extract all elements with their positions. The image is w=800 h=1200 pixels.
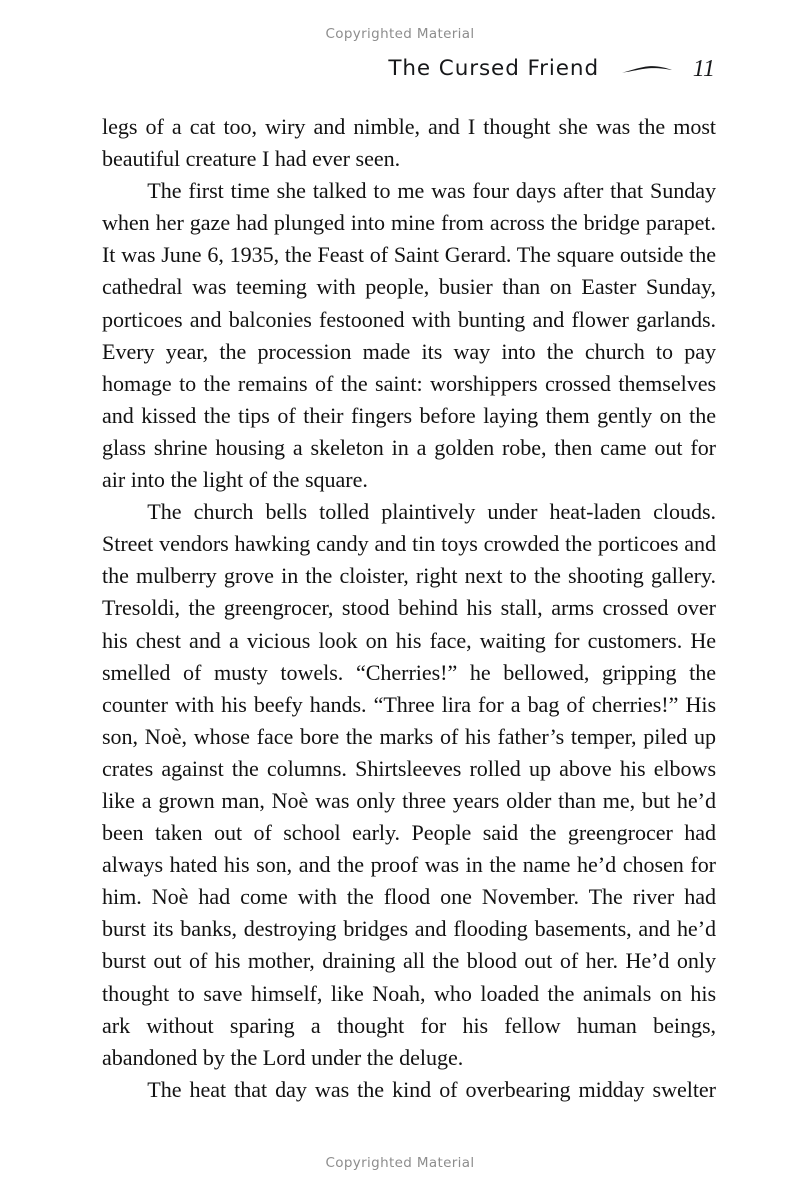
flourish-dash-ornament: [621, 63, 673, 77]
copyright-watermark-bottom: Copyrighted Material: [325, 1155, 475, 1171]
copyright-watermark-top: Copyrighted Material: [325, 26, 475, 42]
paragraph-first-time: The first time she talked to me was four days after that Sunday when her gaze had plunged into mine from across the bridge parapet. It was June 6, 1935, the Feast of Saint Gerard. The square outside the cathedral was teeming with people, busier than on Easter Sunday, porticoes and balconies festooned with bunting and flower garlands. Every year, the procession made its way into the church to pay homage to the remains of the saint: worshippers crossed themselves and kissed the tips of their fingers before laying them gently on the glass shrine housing a skeleton in a golden robe, then came out for air into the light of the square.: [102, 178, 716, 493]
running-head-title: The Cursed Friend: [388, 56, 599, 82]
body-text-block: [102, 111, 716, 1138]
paragraph-continued: legs of a cat too, wiry and nimble, and I thought she was the most beautiful creature I had ever seen.: [102, 114, 716, 172]
paragraph-heat: The heat that day was the kind of overbearing midday swelter: [147, 1076, 716, 1102]
running-head: [102, 54, 715, 84]
page-number: 11: [692, 56, 715, 82]
paragraph-church-bells: The church bells tolled plaintively under heat-laden clouds. Street vendors hawking candy and tin toys crowded the porticoes and the mulberry grove in the cloister, right next to the shooting gallery. Tresoldi, the greengrocer, stood behind his stall, arms crossed over his chest and a vicious look on his face, waiting for customers. He smelled of musty towels. “Cherries!” he bellowed, gripping the counter with his beefy hands. “Three lira for a bag of cherries!” His son, Noè, whose face bore the marks of his father’s temper, piled up crates against the columns. Shirtsleeves rolled up above his elbows like a grown man, Noè was only three years older than me, but he’d been taken out of school early. People said the greengrocer had always hated his son, and the proof was in the name he’d chosen for him. Noè had come with the flood one November. The river had burst its banks, destroying bridges and flooding basements, and he’d burst out of his mother, draining all the blood out of her. He’d only thought to save himself, like Noah, who loaded the animals on his ark without sparing a thought for his fellow human beings, abandoned by the Lord under the deluge.: [102, 499, 716, 1070]
